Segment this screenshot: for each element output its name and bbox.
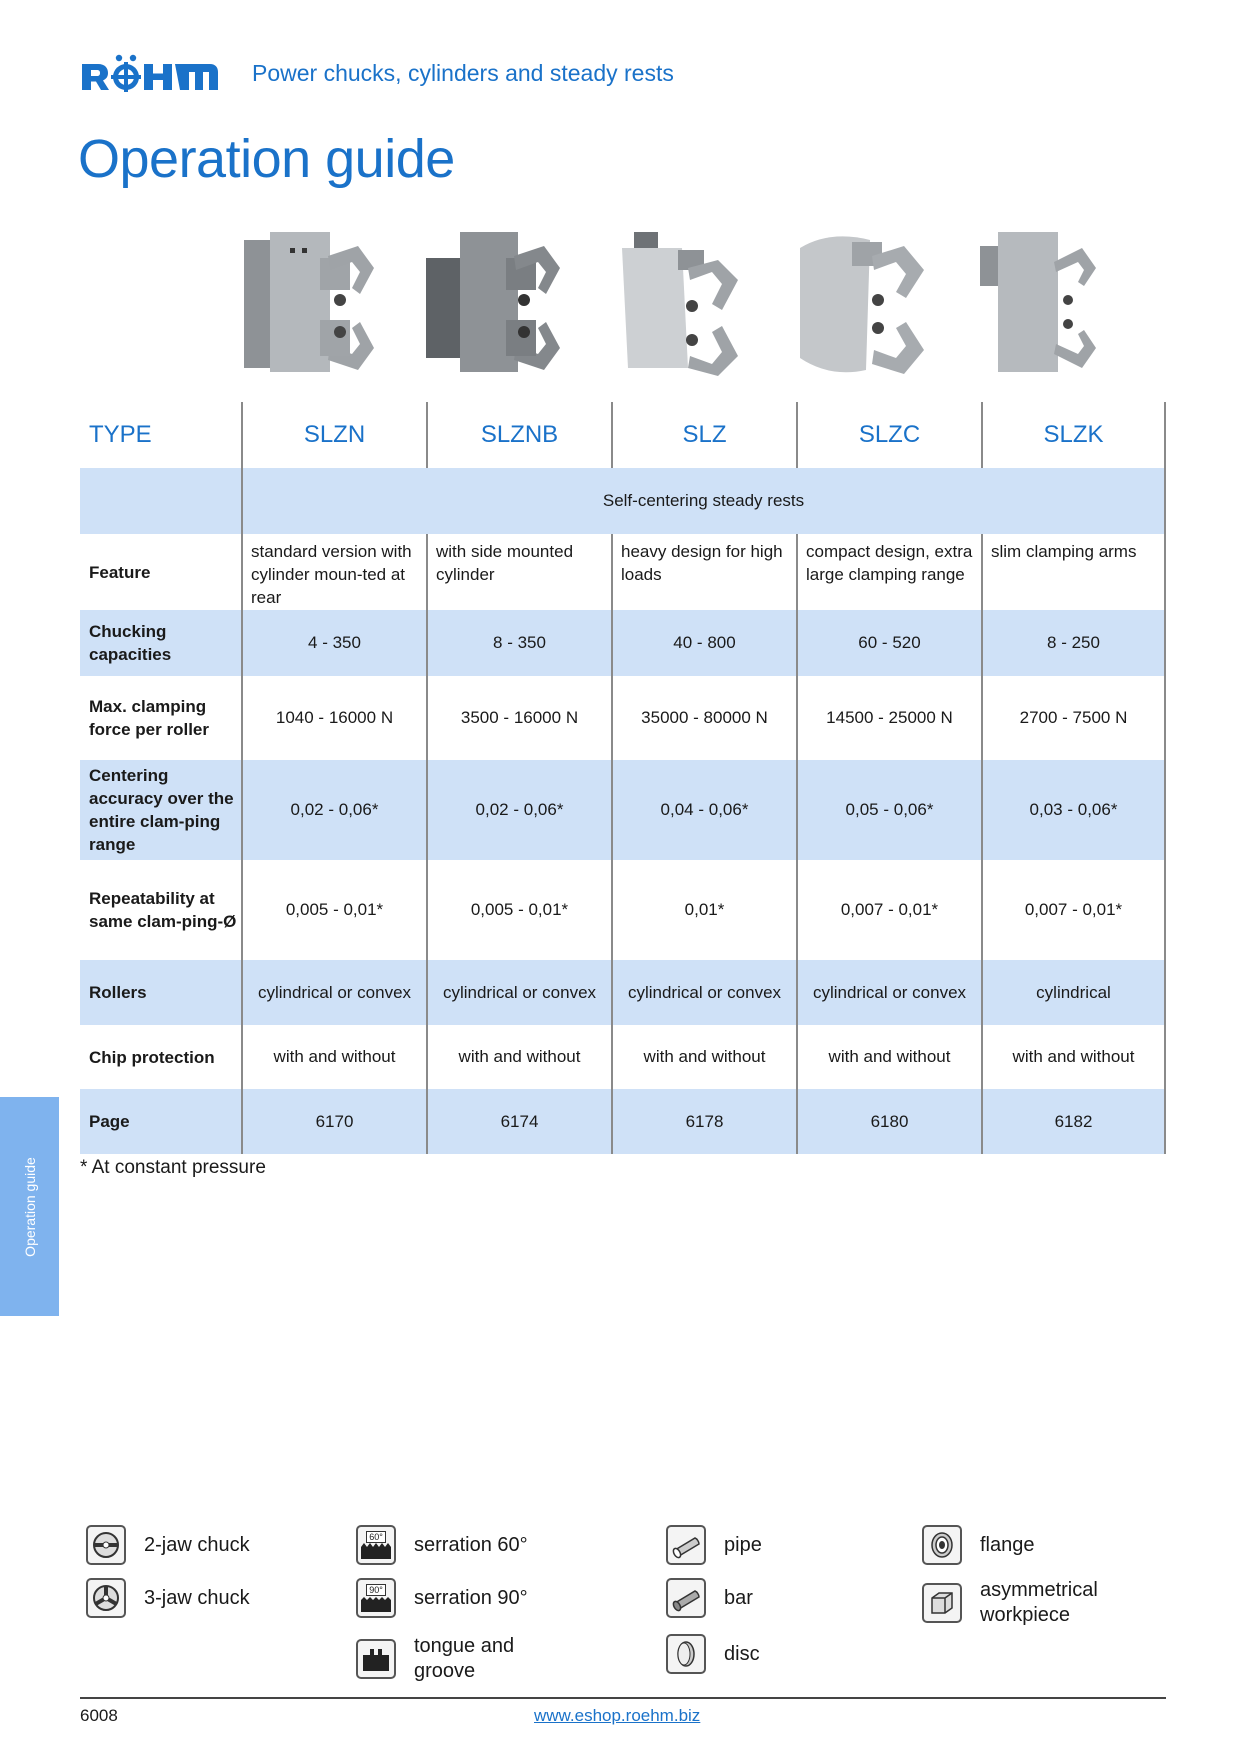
table-cell: with side mounted cylinder bbox=[426, 534, 611, 610]
page-link-slzk[interactable]: 6182 bbox=[981, 1089, 1166, 1154]
type-header-slzk: SLZK bbox=[981, 402, 1166, 468]
row-label: Feature bbox=[89, 562, 151, 582]
table-row-rollers bbox=[80, 960, 1166, 1025]
table-cell: 0,007 - 0,01* bbox=[796, 860, 981, 960]
page-link-slzc[interactable]: 6180 bbox=[796, 1089, 981, 1154]
pipe-icon bbox=[666, 1525, 706, 1565]
table-cell: 0,05 - 0,06* bbox=[796, 760, 981, 860]
roehm-logo bbox=[80, 54, 220, 92]
table-cell: slim clamping arms bbox=[981, 534, 1166, 610]
two-jaw-chuck-icon bbox=[86, 1525, 126, 1565]
page-number: 6008 bbox=[80, 1706, 118, 1725]
table-cell: with and without bbox=[796, 1025, 981, 1089]
table-cell: 0,02 - 0,06* bbox=[426, 760, 611, 860]
table-cell: 0,02 - 0,06* bbox=[241, 760, 426, 860]
legend-label: asymmetrical workpiece bbox=[980, 1579, 1098, 1626]
legend-item bbox=[86, 1525, 250, 1565]
type-header-row bbox=[80, 402, 1166, 468]
legend-item bbox=[356, 1525, 528, 1565]
serration-90-icon bbox=[356, 1578, 396, 1618]
table-cell: with and without bbox=[241, 1025, 426, 1089]
product-image-slzn bbox=[240, 228, 380, 388]
legend-label: 3-jaw chuck bbox=[144, 1586, 250, 1609]
type-header-slznb: SLZNB bbox=[426, 402, 611, 468]
legend-item bbox=[86, 1578, 250, 1618]
legend-item bbox=[666, 1525, 762, 1565]
table-cell: 2700 - 7500 N bbox=[981, 676, 1166, 760]
table-cell: with and without bbox=[426, 1025, 611, 1089]
three-jaw-chuck-icon bbox=[86, 1578, 126, 1618]
eshop-link[interactable]: www.eshop.roehm.biz bbox=[534, 1706, 701, 1725]
table-row-centering-accuracy bbox=[80, 760, 1166, 860]
product-image-slz bbox=[608, 228, 748, 388]
table-cell: cylindrical or convex bbox=[241, 960, 426, 1025]
serration-60-badge: 60° bbox=[366, 1531, 386, 1543]
operation-guide-table bbox=[80, 402, 1166, 1154]
table-row-chip-protection bbox=[80, 1025, 1166, 1089]
row-label: Repeatability at same clam-ping-Ø bbox=[89, 889, 237, 931]
type-header-slzc: SLZC bbox=[796, 402, 981, 468]
type-header-slzn: SLZN bbox=[241, 402, 426, 468]
table-cell: cylindrical or convex bbox=[611, 960, 796, 1025]
table-row-max-clamping-force bbox=[80, 676, 1166, 760]
type-label: TYPE bbox=[89, 421, 152, 448]
legend-item bbox=[666, 1578, 753, 1618]
table-cell: 0,04 - 0,06* bbox=[611, 760, 796, 860]
page-link-slz[interactable]: 6178 bbox=[611, 1089, 796, 1154]
legend-item bbox=[356, 1578, 528, 1618]
legend-label: serration 60° bbox=[414, 1533, 528, 1556]
serration-60-icon bbox=[356, 1525, 396, 1565]
table-cell: 0,01* bbox=[611, 860, 796, 960]
category-row bbox=[80, 468, 1166, 534]
legend-label: bar bbox=[724, 1586, 753, 1609]
table-cell: 0,005 - 0,01* bbox=[426, 860, 611, 960]
serration-90-badge: 90° bbox=[366, 1584, 386, 1596]
row-label: Chip protection bbox=[89, 1047, 215, 1067]
table-cell: 35000 - 80000 N bbox=[611, 676, 796, 760]
table-cell: 0,007 - 0,01* bbox=[981, 860, 1166, 960]
row-label: Page bbox=[89, 1112, 130, 1131]
table-cell: with and without bbox=[611, 1025, 796, 1089]
table-cell: 14500 - 25000 N bbox=[796, 676, 981, 760]
legend-item bbox=[922, 1525, 1035, 1565]
legend-item bbox=[666, 1634, 760, 1674]
table-cell: heavy design for high loads bbox=[611, 534, 796, 610]
catalogue-subtitle: Power chucks, cylinders and steady rests bbox=[252, 60, 674, 86]
table-cell: 0,03 - 0,06* bbox=[981, 760, 1166, 860]
table-row-repeatability bbox=[80, 860, 1166, 960]
table-cell: 8 - 350 bbox=[426, 610, 611, 676]
category-cell: Self-centering steady rests bbox=[241, 468, 1166, 534]
legend-item bbox=[922, 1578, 1110, 1628]
table-cell: 60 - 520 bbox=[796, 610, 981, 676]
table-row-chucking-capacities bbox=[80, 610, 1166, 676]
row-label: Chucking capacities bbox=[89, 622, 172, 664]
table-cell: 40 - 800 bbox=[611, 610, 796, 676]
row-label: Centering accuracy over the entire clam-ping range bbox=[89, 766, 234, 854]
product-image-slzc bbox=[792, 228, 932, 388]
footnote: * At constant pressure bbox=[80, 1157, 266, 1178]
product-image-slzk bbox=[976, 228, 1116, 388]
row-label: Max. clamping force per roller bbox=[89, 697, 209, 739]
table-row-page bbox=[80, 1089, 1166, 1154]
legend-label: pipe bbox=[724, 1533, 762, 1556]
footer-divider bbox=[80, 1697, 1166, 1699]
legend-label: serration 90° bbox=[414, 1586, 528, 1609]
legend-label: 2-jaw chuck bbox=[144, 1533, 250, 1556]
tongue-and-groove-icon bbox=[356, 1639, 396, 1679]
table-cell: standard version with cylinder moun-ted at rear bbox=[241, 534, 426, 610]
row-label: Rollers bbox=[89, 983, 147, 1002]
side-tab-label: Operation guide bbox=[21, 1156, 38, 1257]
flange-icon bbox=[922, 1525, 962, 1565]
type-header-slz: SLZ bbox=[611, 402, 796, 468]
table-cell: 1040 - 16000 N bbox=[241, 676, 426, 760]
table-cell: 3500 - 16000 N bbox=[426, 676, 611, 760]
page-title: Operation guide bbox=[78, 129, 455, 189]
table-cell: cylindrical bbox=[981, 960, 1166, 1025]
table-cell: cylindrical or convex bbox=[426, 960, 611, 1025]
table-cell: compact design, extra large clamping range bbox=[796, 534, 981, 610]
product-image-slznb bbox=[424, 228, 564, 388]
table-cell: 4 - 350 bbox=[241, 610, 426, 676]
disc-icon bbox=[666, 1634, 706, 1674]
legend-label: disc bbox=[724, 1642, 760, 1665]
table-row-feature bbox=[80, 534, 1166, 610]
table-cell: 0,005 - 0,01* bbox=[241, 860, 426, 960]
legend-label: tongue and groove bbox=[414, 1635, 515, 1682]
legend-item bbox=[356, 1634, 534, 1684]
side-tab[interactable] bbox=[0, 1097, 59, 1316]
legend-label: flange bbox=[980, 1533, 1035, 1556]
page-link-slzn[interactable]: 6170 bbox=[241, 1089, 426, 1154]
page-link-slznb[interactable]: 6174 bbox=[426, 1089, 611, 1154]
table-cell: 8 - 250 bbox=[981, 610, 1166, 676]
table-cell: with and without bbox=[981, 1025, 1166, 1089]
table-cell: cylindrical or convex bbox=[796, 960, 981, 1025]
asymmetrical-workpiece-icon bbox=[922, 1583, 962, 1623]
bar-icon bbox=[666, 1578, 706, 1618]
